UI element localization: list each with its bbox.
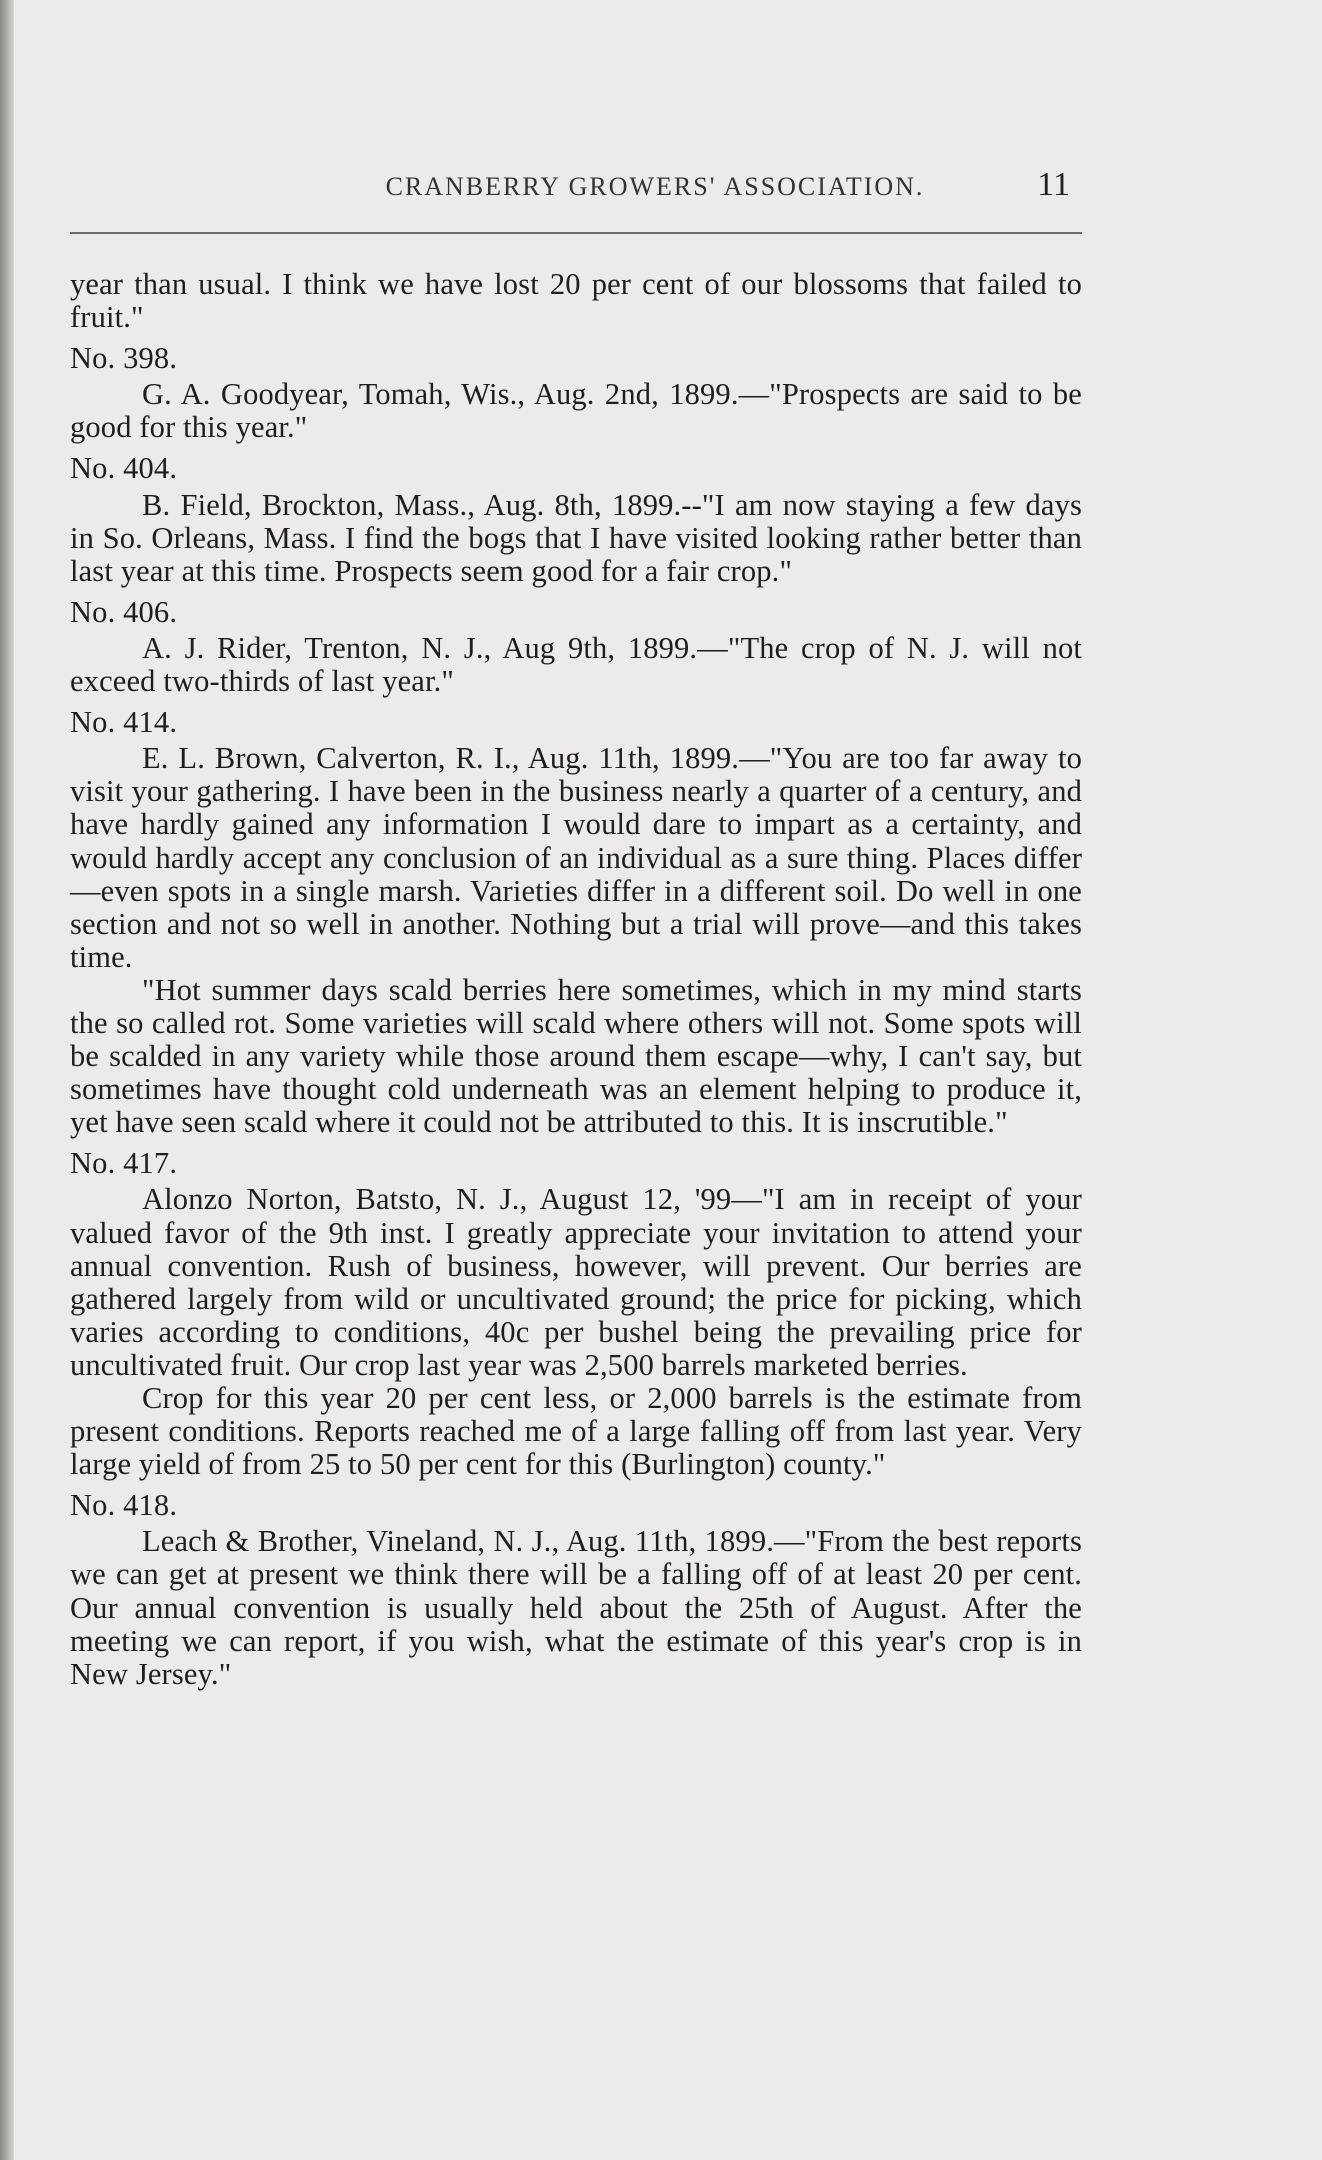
report-number: No. 398. <box>70 341 178 376</box>
report-number: No. 404. <box>70 451 178 486</box>
running-head: CRANBERRY GROWERS' ASSOCIATION. <box>385 172 925 201</box>
page-gutter-shadow <box>0 0 14 2160</box>
paragraph: Leach & Brother, Vineland, N. J., Aug. 11th, 1899.—"From the best reports we can get at present we think there will be a falling off of at least 20 per cent. Our annual convention is usually held about the 25th of August. After the meeting we can report, if you wish, what the estimate of this year's crop is in New Jersey." <box>70 1524 1082 1691</box>
header-rule <box>70 232 1082 234</box>
page-number: 11 <box>1037 166 1070 203</box>
report-number: No. 418. <box>70 1488 178 1523</box>
paragraph: G. A. Goodyear, Tomah, Wis., Aug. 2nd, 1899.—"Prospects are said to be good for this year." <box>70 377 1082 445</box>
paragraph: E. L. Brown, Calverton, R. I., Aug. 11th, 1899.—"You are too far away to visit your gathering. I have been in the business nearly a quarter of a century, and have hardly gained any information I would dare to impart as a certainty, and would hardly accept any conclusion of an individual as a sure thing. Places differ—even spots in a single marsh. Varieties differ in a different soil. Do well in one section and not so well in another. Nothing but a trial will prove—and this takes time. <box>70 741 1082 974</box>
page-header <box>240 166 1070 212</box>
paragraph-continued: year than usual. I think we have lost 20 per cent of our blossoms that failed to fruit." <box>70 267 1082 335</box>
paragraph: B. Field, Brockton, Mass., Aug. 8th, 1899.--"I am now staying a few days in So. Orleans, Mass. I find the bogs that I have visited looking rather better than last year at this time. Prospects seem good for a fair crop." <box>70 487 1082 588</box>
paragraph: Alonzo Norton, Batsto, N. J., August 12, '99—"I am in receipt of your valued favor of the 9th inst. I greatly appreciate your invitation to attend your annual convention. Rush of business, however, will prevent. Our berries are gathered largely from wild or uncultivated ground; the price for picking, which varies according to conditions, 40c per bushel being the prevailing price for uncultivated fruit. Our crop last year was 2,500 barrels marketed berries. <box>70 1182 1082 1382</box>
paragraph: Crop for this year 20 per cent less, or 2,000 barrels is the estimate from present conditions. Reports reached me of a large falling off from last year. Very large yield of from 25 to 50 per cent for this (Burlington) county." <box>70 1381 1082 1482</box>
report-number: No. 406. <box>70 594 178 629</box>
report-number: No. 417. <box>70 1146 178 1181</box>
report-number: No. 414. <box>70 705 178 740</box>
body-text <box>70 268 1082 1691</box>
paragraph: "Hot summer days scald berries here sometimes, which in my mind starts the so called rot. Some varieties will scald where others will not. Some spots will be scalded in any variety while those around them escape—why, I can't say, but sometimes have thought cold underneath was an element helping to produce it, yet have seen scald where it could not be attributed to this. It is inscrutible." <box>70 972 1082 1140</box>
paragraph: A. J. Rider, Trenton, N. J., Aug 9th, 1899.—"The crop of N. J. will not exceed two-thirds of last year." <box>70 630 1082 699</box>
